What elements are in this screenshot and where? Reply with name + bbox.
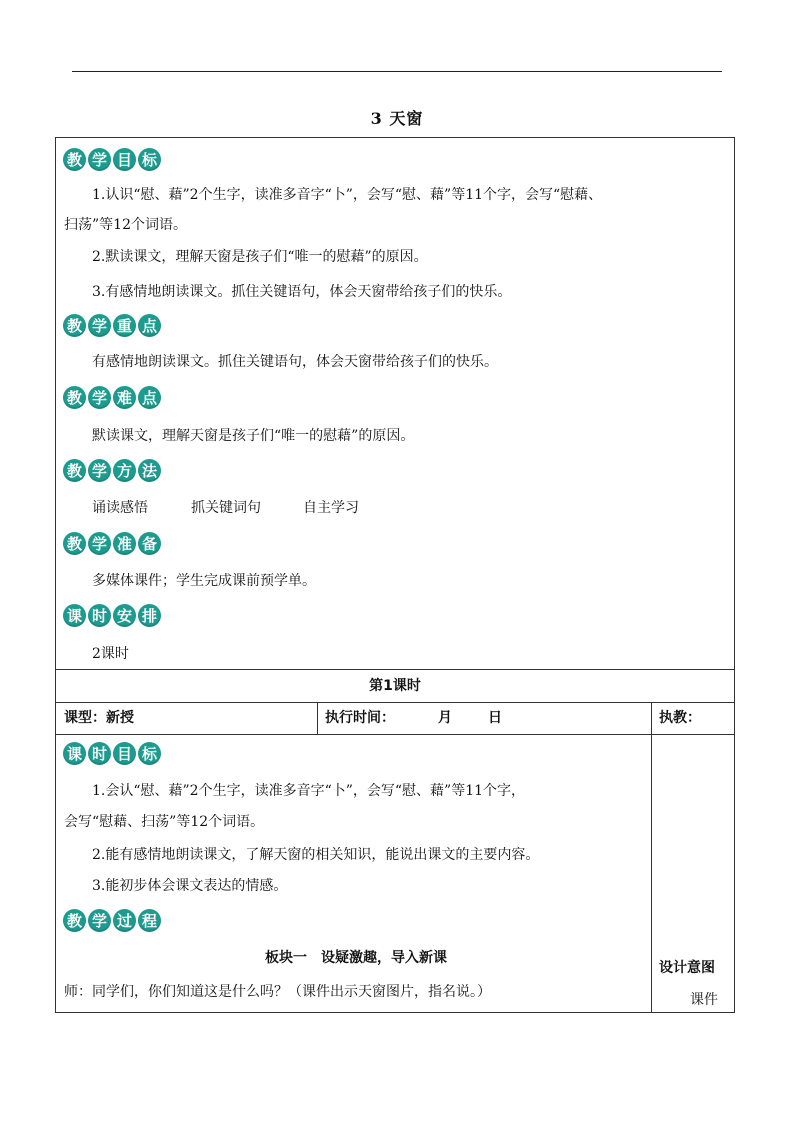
lesson-goal-line: 1.会认“慰、藉”2个生字，读准多音字“卜”，会写“慰、藉”等11个字， [92,783,526,799]
lesson-goals-badge: 课 时 目 标 [63,742,161,765]
teacher-label: 执教： [659,710,701,726]
lesson-type: 课型：新授 [64,710,134,726]
schedule-badge: 课 时 安 排 [63,604,161,627]
process-text: 师：同学们，你们知道这是什么吗？（课件出示天窗图片，指名说。） [64,984,491,1000]
design-intent-label: 设计意图 [659,960,715,976]
month-label: 月 [438,710,452,726]
preparation-badge: 教 学 准 备 [63,532,161,555]
difficulties-badge: 教 学 难 点 [63,386,161,409]
schedule-text: 2课时 [92,646,129,662]
difficulties-text: 默读课文，理解天窗是孩子们“唯一的慰藉”的原因。 [92,428,415,444]
key-points-badge: 教 学 重 点 [63,314,161,337]
goal-line: 1.认识“慰、藉”2个生字，读准多音字“卜”，会写“慰、藉”等11个字，会写“慰藉、 [92,187,603,203]
method-item: 诵读感悟 [92,500,148,516]
document-title: 3 天窗 [370,109,424,128]
preparation-text: 多媒体课件；学生完成课前预学单。 [92,573,316,589]
day-label: 日 [488,710,502,726]
teaching-method-badge: 教 学 方 法 [63,459,161,482]
teaching-process-badge: 教 学 过 程 [63,909,161,932]
lesson-goal-line: 会写“慰藉、扫荡”等12个词语。 [64,814,265,830]
goal-line: 扫荡”等12个词语。 [64,217,187,233]
lesson-heading: 第1课时 [369,678,421,694]
key-points-text: 有感情地朗读课文。抓住关键语句，体会天窗带给孩子们的快乐。 [92,354,498,370]
table-divider [55,734,735,735]
table-divider [55,669,735,670]
design-intent-note: 课件 [690,992,718,1008]
table-divider [55,702,735,703]
teaching-goals-badge: 教 学 目 标 [63,148,161,171]
cell-divider [317,702,318,734]
goal-line: 2.默读课文，理解天窗是孩子们“唯一的慰藉”的原因。 [92,249,428,265]
lesson-goal-line: 2.能有感情地朗读课文，了解天窗的相关知识，能说出课文的主要内容。 [92,847,540,863]
method-item: 自主学习 [303,500,359,516]
execution-time-label: 执行时间： [325,710,395,726]
header-rule [72,71,722,72]
block-title: 板块一 设疑激趣，导入新课 [265,950,447,966]
cell-divider [651,702,652,1013]
goal-line: 3.有感情地朗读课文。抓住关键语句，体会天窗带给孩子们的快乐。 [92,284,512,300]
method-item: 抓关键词句 [191,500,261,516]
lesson-goal-line: 3.能初步体会课文表达的情感。 [92,878,288,894]
